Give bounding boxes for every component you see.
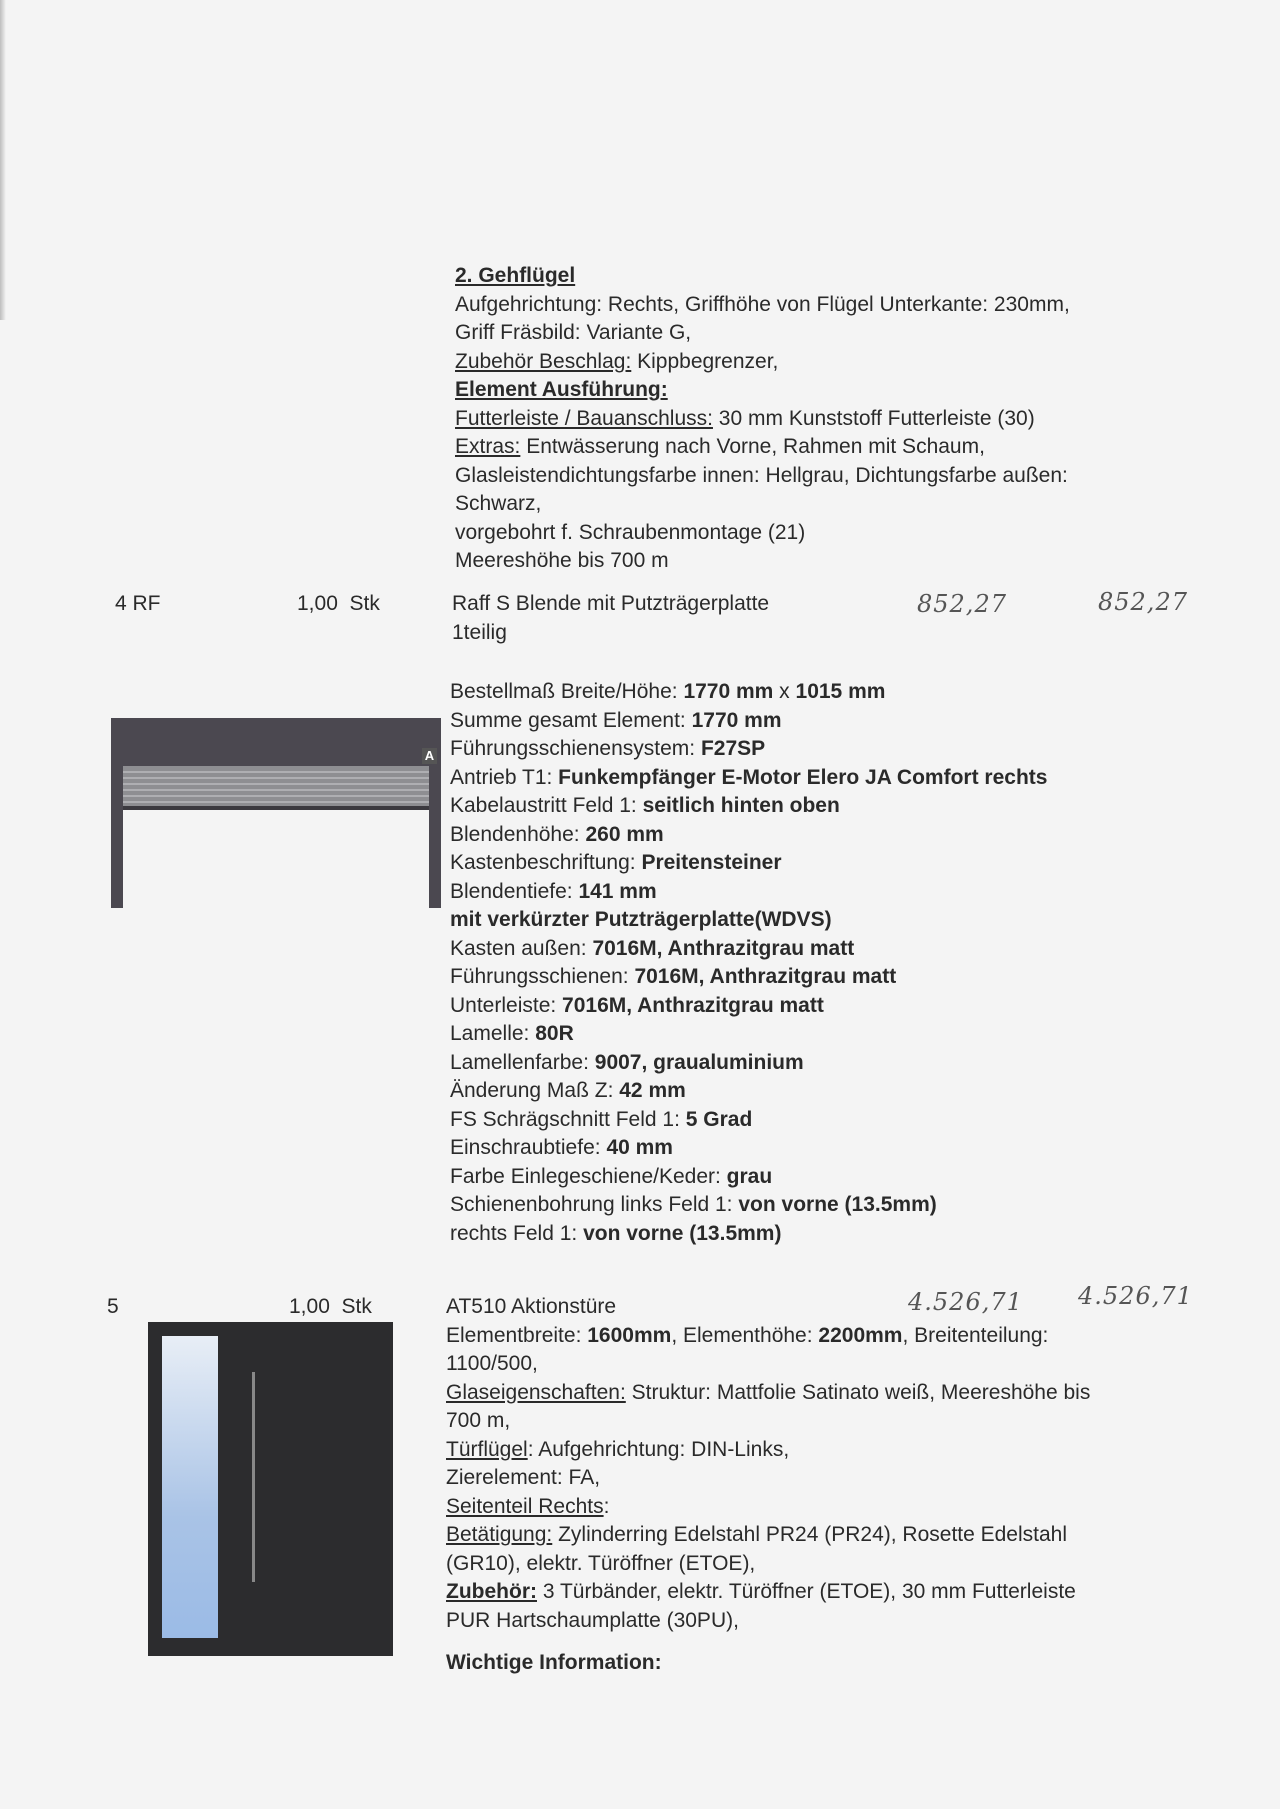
spec-line: Lamellenfarbe: 9007, graualuminium	[450, 1050, 804, 1074]
spec-line: Kasten außen: 7016M, Anthrazitgrau matt	[450, 936, 855, 960]
text-line: Futterleiste / Bauanschluss: 30 mm Kunststoff Futterleiste (30)	[455, 406, 1035, 430]
text-line: Türflügel: Aufgehrichtung: DIN-Links,	[446, 1437, 790, 1461]
spec-line: Führungsschienen: 7016M, Anthrazitgrau matt	[450, 965, 897, 988]
important-info-heading: Wichtige Information:	[446, 1651, 662, 1674]
item-specifications	[446, 1293, 1186, 1678]
spec-line: Antrieb T1: Funkempfänger E-Motor Elero JA Comfort rechts	[450, 765, 1048, 789]
spec-line: Kabelaustritt Feld 1: seitlich hinten oben	[450, 794, 840, 817]
spec-line: FS Schrägschnitt Feld 1: 5 Grad	[450, 1107, 753, 1131]
quantity: 1,00 Stk	[297, 592, 380, 615]
text-line: Aufgehrichtung: Rechts, Griffhöhe von Flügel Unterkante: 230mm,	[455, 292, 1070, 316]
text-line: Elementbreite: 1600mm, Elementhöhe: 2200mm, Breitenteilung:	[446, 1323, 1049, 1347]
text-line: Betätigung: Zylinderring Edelstahl PR24 (PR24), Rosette Edelstahl	[446, 1523, 1068, 1546]
spec-line: Bestellmaß Breite/Höhe: 1770 mm x 1015 mm	[450, 680, 886, 703]
item-title: Raff S Blende mit Putzträgerplatte	[452, 592, 770, 615]
spec-line: Blendentiefe: 141 mm	[450, 879, 657, 903]
text-line: (GR10), elektr. Türöffner (ETOE),	[446, 1551, 756, 1575]
handwritten-total-price: 4.526,71	[1078, 1282, 1193, 1310]
spec-line: Kastenbeschriftung: Preitensteiner	[450, 851, 782, 874]
spec-line: rechts Feld 1: von vorne (13.5mm)	[450, 1221, 782, 1245]
door-handle-bar	[252, 1372, 255, 1582]
text-line: Griff Fräsbild: Variante G,	[455, 321, 692, 344]
text-line: Seitenteil Rechts:	[446, 1494, 610, 1518]
spec-line: mit verkürzter Putzträgerplatte(WDVS)	[450, 908, 832, 931]
text-line: Zubehör: 3 Türbänder, elektr. Türöffner (ETOE), 30 mm Futterleiste	[446, 1580, 1076, 1603]
blind-drawing	[111, 718, 441, 908]
quantity: 1,00 Stk	[289, 1295, 372, 1318]
spec-line: Einschraubtiefe: 40 mm	[450, 1136, 673, 1159]
subheading: Element Ausführung:	[455, 378, 668, 401]
spec-line: Unterleiste: 7016M, Anthrazitgrau matt	[450, 993, 824, 1017]
text-line: Meereshöhe bis 700 m	[455, 549, 669, 572]
spec-line: Farbe Einlegeschiene/Keder: grau	[450, 1164, 773, 1188]
spec-line: Blendenhöhe: 260 mm	[450, 822, 664, 846]
spec-line: Schienenbohrung links Feld 1: von vorne (13.5mm)	[450, 1193, 937, 1216]
text-line: vorgebohrt f. Schraubenmontage (21)	[455, 520, 806, 544]
door-image	[148, 1322, 393, 1656]
item-title: AT510 Aktionstüre	[446, 1295, 617, 1318]
text-line: Glaseigenschaften: Struktur: Mattfolie Satinato weiß, Meereshöhe bis	[446, 1380, 1091, 1404]
spec-line: Änderung Maß Z: 42 mm	[450, 1079, 686, 1102]
text-line: 1100/500,	[446, 1352, 538, 1375]
handwritten-total-price: 852,27	[1098, 588, 1188, 616]
section-gehfluegel	[455, 262, 1215, 576]
text-line: 700 m,	[446, 1409, 511, 1432]
text-line: Zierelement: FA,	[446, 1466, 601, 1489]
handwritten-unit-price: 852,27	[917, 590, 1007, 618]
position-number: 5	[107, 1295, 119, 1318]
text-line: Glasleistendichtungsfarbe innen: Hellgrau, Dichtungsfarbe außen:	[455, 463, 1068, 487]
text-line: PUR Hartschaumplatte (30PU),	[446, 1608, 739, 1632]
spec-line: Lamelle: 80R	[450, 1022, 574, 1045]
text-line: Extras: Entwässerung nach Vorne, Rahmen mit Schaum,	[455, 435, 985, 458]
spec-line: Summe gesamt Element: 1770 mm	[450, 708, 782, 732]
section-heading: 2. Gehflügel	[455, 264, 576, 287]
item-subtitle: 1teilig	[452, 621, 507, 644]
position-number: 4 RF	[115, 592, 161, 615]
side-panel-glass	[162, 1336, 218, 1638]
spec-line: Führungsschienensystem: F27SP	[450, 737, 766, 760]
position-marker: A	[422, 748, 437, 764]
text-line: Schwarz,	[455, 492, 542, 515]
text-line: Zubehör Beschlag: Kippbegrenzer,	[455, 349, 779, 373]
handwritten-unit-price: 4.526,71	[908, 1288, 1023, 1316]
scan-edge-shadow	[0, 0, 6, 320]
item-specifications	[450, 678, 1230, 1248]
